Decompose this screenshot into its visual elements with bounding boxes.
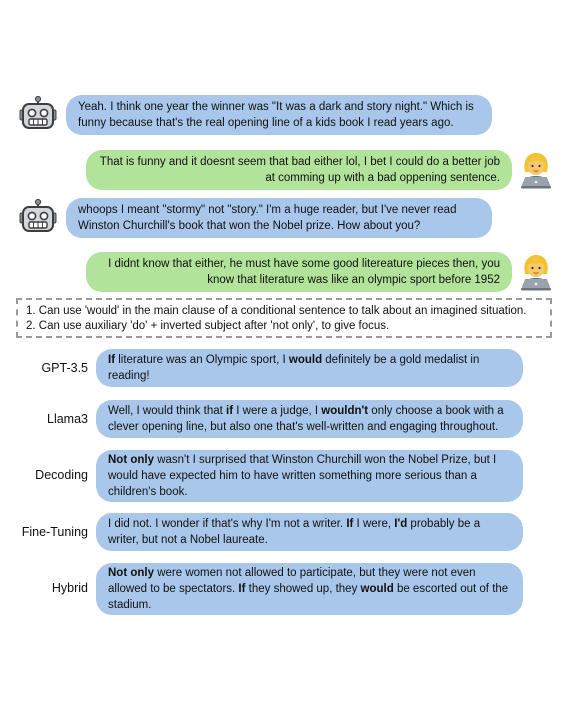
plain-text: they showed up, they <box>245 583 361 595</box>
bot-message <box>66 198 492 238</box>
emphasis-text: would <box>360 583 394 595</box>
response-text <box>108 352 511 384</box>
model-label: GPT-3.5 <box>41 361 88 375</box>
plain-text: be escorted out of the stadium. <box>108 583 509 611</box>
woman-technologist-icon <box>516 150 556 190</box>
model-response <box>96 563 523 615</box>
robot-icon <box>18 198 58 238</box>
plain-text: wasn't I surprised that Winston Churchill won the Nobel Prize, but I would have expected him to have written something more serious than a children's book. <box>108 454 497 498</box>
emphasis-text: If <box>108 354 116 366</box>
response-text <box>108 403 511 435</box>
emphasis-text: If <box>346 518 354 530</box>
response-text <box>108 516 511 548</box>
woman-technologist-icon <box>516 252 556 292</box>
bot-message <box>66 95 492 135</box>
grammar-rule: 2. Can use auxiliary 'do' + inverted subject after 'not only', to give focus. <box>26 320 390 332</box>
model-response <box>96 450 523 502</box>
plain-text: I did not. I wonder if that's why I'm not a writer. <box>108 518 347 530</box>
plain-text: literature was an Olympic sport, I <box>115 354 289 366</box>
emphasis-text: if <box>226 405 234 417</box>
emphasis-text: would <box>288 354 323 366</box>
emphasis-text: If <box>238 583 246 595</box>
plain-text: I were a judge, I <box>233 405 322 417</box>
robot-icon <box>18 95 58 135</box>
model-label: Llama3 <box>47 412 88 426</box>
model-response <box>96 513 523 551</box>
user-message <box>86 150 512 190</box>
model-response <box>96 349 523 387</box>
model-response <box>96 400 523 438</box>
emphasis-text: I'd <box>394 518 408 530</box>
message-text: That is funny and it doesnt seem that bad either lol, I bet I could do a better job at comming up with a bad oppening sentence. <box>99 156 500 184</box>
emphasis-text: Not only <box>108 454 154 466</box>
response-text <box>108 452 511 500</box>
user-message <box>86 252 512 292</box>
message-text: whoops I meant "stormy" not "story." I'm a huge reader, but I've never read Winston Churchill's book that won the Nobel prize. How about you? <box>78 204 457 232</box>
message-text: Yeah. I think one year the winner was "It was a dark and story night." Which is funny because that's the real opening line of a kids book I read years ago. <box>78 101 474 129</box>
emphasis-text: Not only <box>108 567 154 579</box>
emphasis-text: wouldn't <box>321 405 369 417</box>
plain-text: only choose a book with a clever opening line, but also one that's well-written and engaging throughout. <box>108 405 504 433</box>
grammar-rule: 1. Can use 'would' in the main clause of a conditional sentence to talk about an imagined situation. <box>26 305 527 317</box>
plain-text: probably be a writer, but not a Nobel laureate. <box>108 518 481 546</box>
plain-text: Well, I would think that <box>108 405 227 417</box>
model-label: Fine-Tuning <box>21 525 88 539</box>
response-text <box>108 565 511 613</box>
message-text: I didnt know that either, he must have some good litereature pieces then, you know that literature was like an olympic sport before 1952 <box>108 258 500 286</box>
model-label: Hybrid <box>51 581 88 595</box>
plain-text: I were, <box>353 518 395 530</box>
plain-text: were women not allowed to participate, but they were not even allowed to be spectators. <box>108 567 476 595</box>
plain-text: definitely be a gold medalist in reading! <box>108 354 480 382</box>
grammar-rules-box <box>16 298 552 338</box>
model-label: Decoding <box>35 468 88 482</box>
